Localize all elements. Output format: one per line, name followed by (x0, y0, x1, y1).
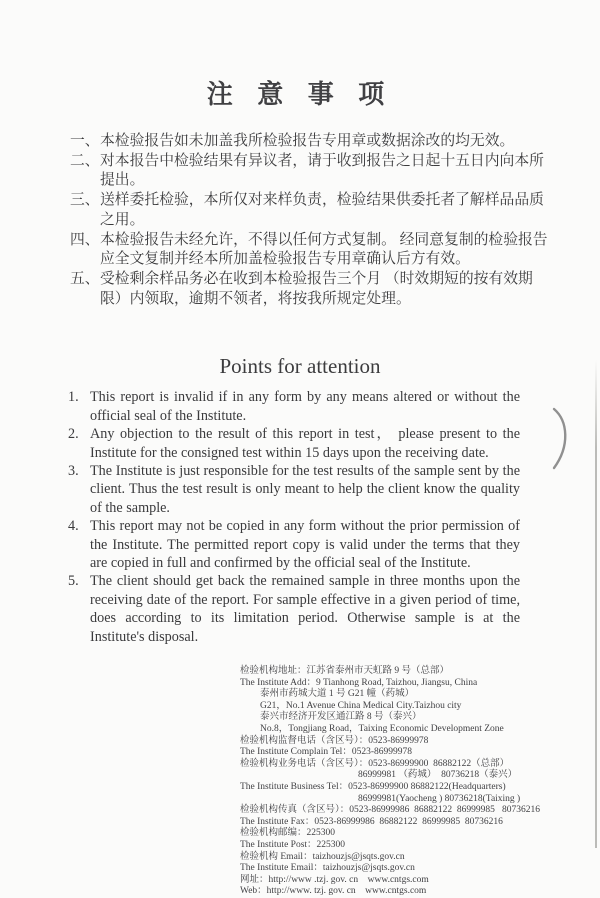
item-text: This report may not be copied in any form without the prior permission of the Institute. The permitted report copy is valid under the terms that they are copied in full and confirmed by the official seal of the Institute. (90, 518, 520, 571)
notice-item-cn (70, 152, 550, 191)
contact-line-fax-cn: 检验机构传真（含区号）：0523-86999986 86882122 86999985 80736216 (240, 805, 541, 816)
item-text: 受检剩余样品务必在收到本检验报告三个月 （时效期短的按有效期限）内领取，逾期不领者，将按我所规定处理。 (100, 270, 533, 307)
item-marker: 1. (68, 389, 79, 406)
item-marker: 4. (68, 518, 79, 535)
contact-line-fax-en: The Institute Fax：0523-86999986 86882122 86999985 80736216 (240, 816, 503, 827)
contact-line-business-tel-en: The Institute Business Tel：0523-86999900 86882122(Headquarters) (240, 781, 506, 792)
contact-line-web-cn: 网址：http://www .tzj. gov. cn www.cntgs.com (240, 874, 429, 885)
contact-line-business-tel-cn-2: 86999981 （药城） 80736218（泰兴） (358, 770, 518, 781)
contact-line-post-en: The Institute Post：225300 (240, 839, 346, 850)
notice-item-cn (70, 132, 550, 152)
item-marker: 2. (68, 426, 79, 443)
contact-line-address2-en: G21，No.1 Avenue China Medical City.Taizhou city (260, 700, 462, 711)
contact-line-address-cn: 检验机构地址：江苏省泰州市天虹路 9 号（总部） (240, 666, 450, 677)
contact-line-business-tel-en-2: 86999981(Yaocheng ) 80736218(Taixing ) (358, 793, 521, 804)
item-marker: 四、 (70, 231, 100, 248)
item-marker: 五、 (70, 270, 100, 287)
notice-list-english (68, 388, 520, 646)
notice-item-cn (70, 231, 550, 270)
contact-line-post-cn: 检验机构邮编：225300 (240, 828, 336, 839)
item-marker: 三、 (70, 192, 100, 209)
item-text: 本检验报告未经允许，不得以任何方式复制。 经同意复制的检验报告应全文复制并经本所加盖检验报告专用章确认后方有效。 (100, 231, 548, 268)
notice-item-en (68, 388, 520, 425)
contact-line-address2-cn: 泰州市药城大道 1 号 G21 幢（药城） (260, 689, 415, 700)
item-marker: 5. (68, 573, 79, 590)
notice-item-en (68, 517, 520, 572)
page-title-english: Points for attention (219, 354, 381, 379)
contact-line-email-en: The Institute Email：taizhouzjs@jsqts.gov.cn (240, 863, 415, 874)
contact-line-address-en: The Institute Add：9 Tianhong Road, Taizhou, Jiangsu, China (240, 677, 478, 688)
contact-line-address3-cn: 泰兴市经济开发区通江路 8 号（泰兴） (260, 712, 422, 723)
item-text: The client should get back the remained sample in three months upon the receiving date of the report. For sample effective in a given period of time, does according to its limitation period. Otherwise sample is at the Institute's disposal. (90, 573, 520, 645)
notice-list-chinese (70, 132, 550, 309)
contact-line-complain-tel-cn: 检验机构监督电话（含区号）：0523-86999978 (240, 735, 429, 746)
contact-line-email-cn: 检验机构 Email：taizhouzjs@jsqts.gov.cn (240, 851, 405, 862)
notice-item-cn (70, 270, 550, 309)
notice-item-cn (70, 191, 550, 230)
notice-item-en (68, 572, 520, 646)
item-marker: 3. (68, 462, 79, 479)
item-text: 对本报告中检验结果有异议者，请于收到报告之日起十五日内向本所提出。 (100, 152, 544, 189)
item-marker: 一、 (70, 133, 100, 149)
item-text: 送样委托检验，本所仅对来样负责，检验结果供委托者了解样品品质之用。 (100, 192, 544, 228)
notice-item-en (68, 425, 520, 462)
contact-line-address3-en: No.8，Tongjiang Road，Taixing Economic Development Zone (260, 723, 504, 734)
scan-paper-edge (595, 360, 597, 848)
item-marker: 二、 (70, 152, 100, 169)
institute-contact-block (240, 666, 600, 898)
contact-line-business-tel-cn: 检验机构业务电话（含区号）：0523-86999900 86882122（总部） (240, 758, 510, 769)
item-text: This report is invalid if in any form by any means altered or without the official seal of the Institute. (90, 389, 520, 424)
notice-item-en (68, 462, 520, 517)
contact-line-web-en: Web：http://www. tzj. gov. cn www.cntgs.com (240, 886, 427, 897)
item-text: The Institute is just responsible for the test results of the sample sent by the client. Thus the test result is only meant to help the client know the quality of the sample. (90, 462, 520, 516)
contact-line-complain-tel-en: The Institute Complain Tel：0523-86999978 (240, 747, 412, 758)
item-text: 本检验报告如未加盖我所检验报告专用章或数据涂改的均无效。 (100, 133, 515, 149)
item-text: Any objection to the result of this report in test， please present to the Institute for the consigned test within 15 days upon the receiving date. (90, 426, 520, 461)
pen-mark-artifact (549, 406, 575, 472)
page-title-chinese: 注 意 事 项 (206, 80, 394, 109)
